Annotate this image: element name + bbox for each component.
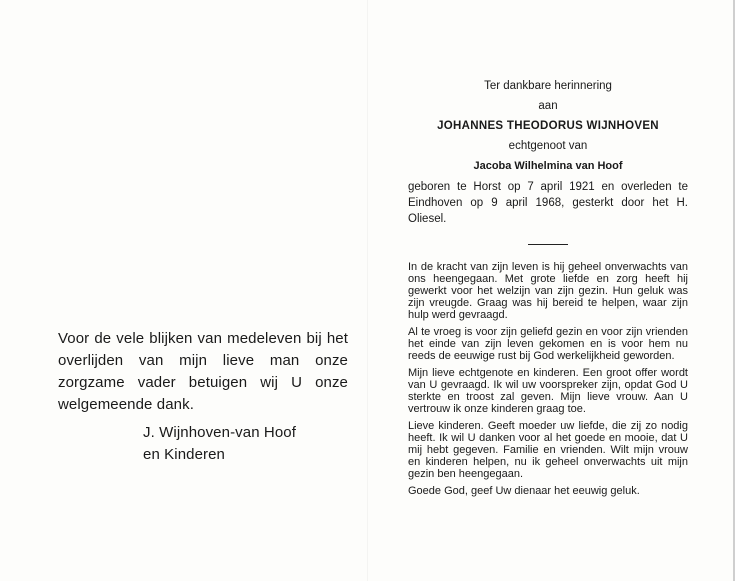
birth-death-text: geboren te Horst op 7 april 1921 en overleden te Eindhoven op 9 april 1968, gesterkt door het H. Oliesel. [408,181,688,225]
signature [143,422,348,466]
separator-line [528,244,568,245]
paragraph: Mijn lieve echtgenote en kinderen. Een groot offer wordt van U gevraagd. Ik wil uw voorspreker zijn, opdat God U sterkte en troost zal geven. Mijn lieve vrouw. Aan U vertrouw ik onze kinderen graag toe. [408,367,688,415]
remembrance-header [408,76,688,245]
card-fold [367,0,368,581]
spouse-label: echtgenoot van [508,140,588,152]
deceased-name: JOHANNES THEODORUS WIJNHOVEN [437,120,659,132]
memorial-text [408,261,688,502]
paragraph: In de kracht van zijn leven is hij geheel onverwachts van ons heengegaan. Met grote liefde en zorg heeft hij gewerkt voor het welzijn van zijn gezin. Hun geluk was zijn vreugde. Graag was hij bereid te helpen, waar zijn hulp werd gevraagd. [408,261,688,321]
paragraph: Al te vroeg is voor zijn geliefd gezin en voor zijn vrienden het einde van zijn leven gekomen en is voor hem nu reeds de eeuwige rust bij God werkelijkheid geworden. [408,326,688,362]
signature-name: J. Wijnhoven-van Hoof [143,424,297,441]
aan-line: aan [538,100,558,112]
paragraph: Lieve kinderen. Geeft moeder uw liefde, die zij zo nodig heeft. Ik wil U danken voor al het goede en mooie, dat U mij hebt gegeven. Familie en vrienden. Wilt mijn vrouw en kinderen helpen, nu ik geheel onverwachts uit mijn gezin ben heengegaan. [408,420,688,480]
spouse-name: Jacoba Wilhelmina van Hoof [473,160,623,172]
intro-line: Ter dankbare herinnering [484,80,612,92]
thank-you-text: Voor de vele blijken van medeleven bij het overlijden van mijn lieve man onze zorgzame vader betuigen wij U onze welgemeende dank. [58,330,348,413]
signature-family: en Kinderen [143,446,225,463]
paragraph: Goede God, geef Uw dienaar het eeuwig geluk. [408,485,640,497]
header-block [408,76,688,176]
thank-you-panel [58,328,348,466]
